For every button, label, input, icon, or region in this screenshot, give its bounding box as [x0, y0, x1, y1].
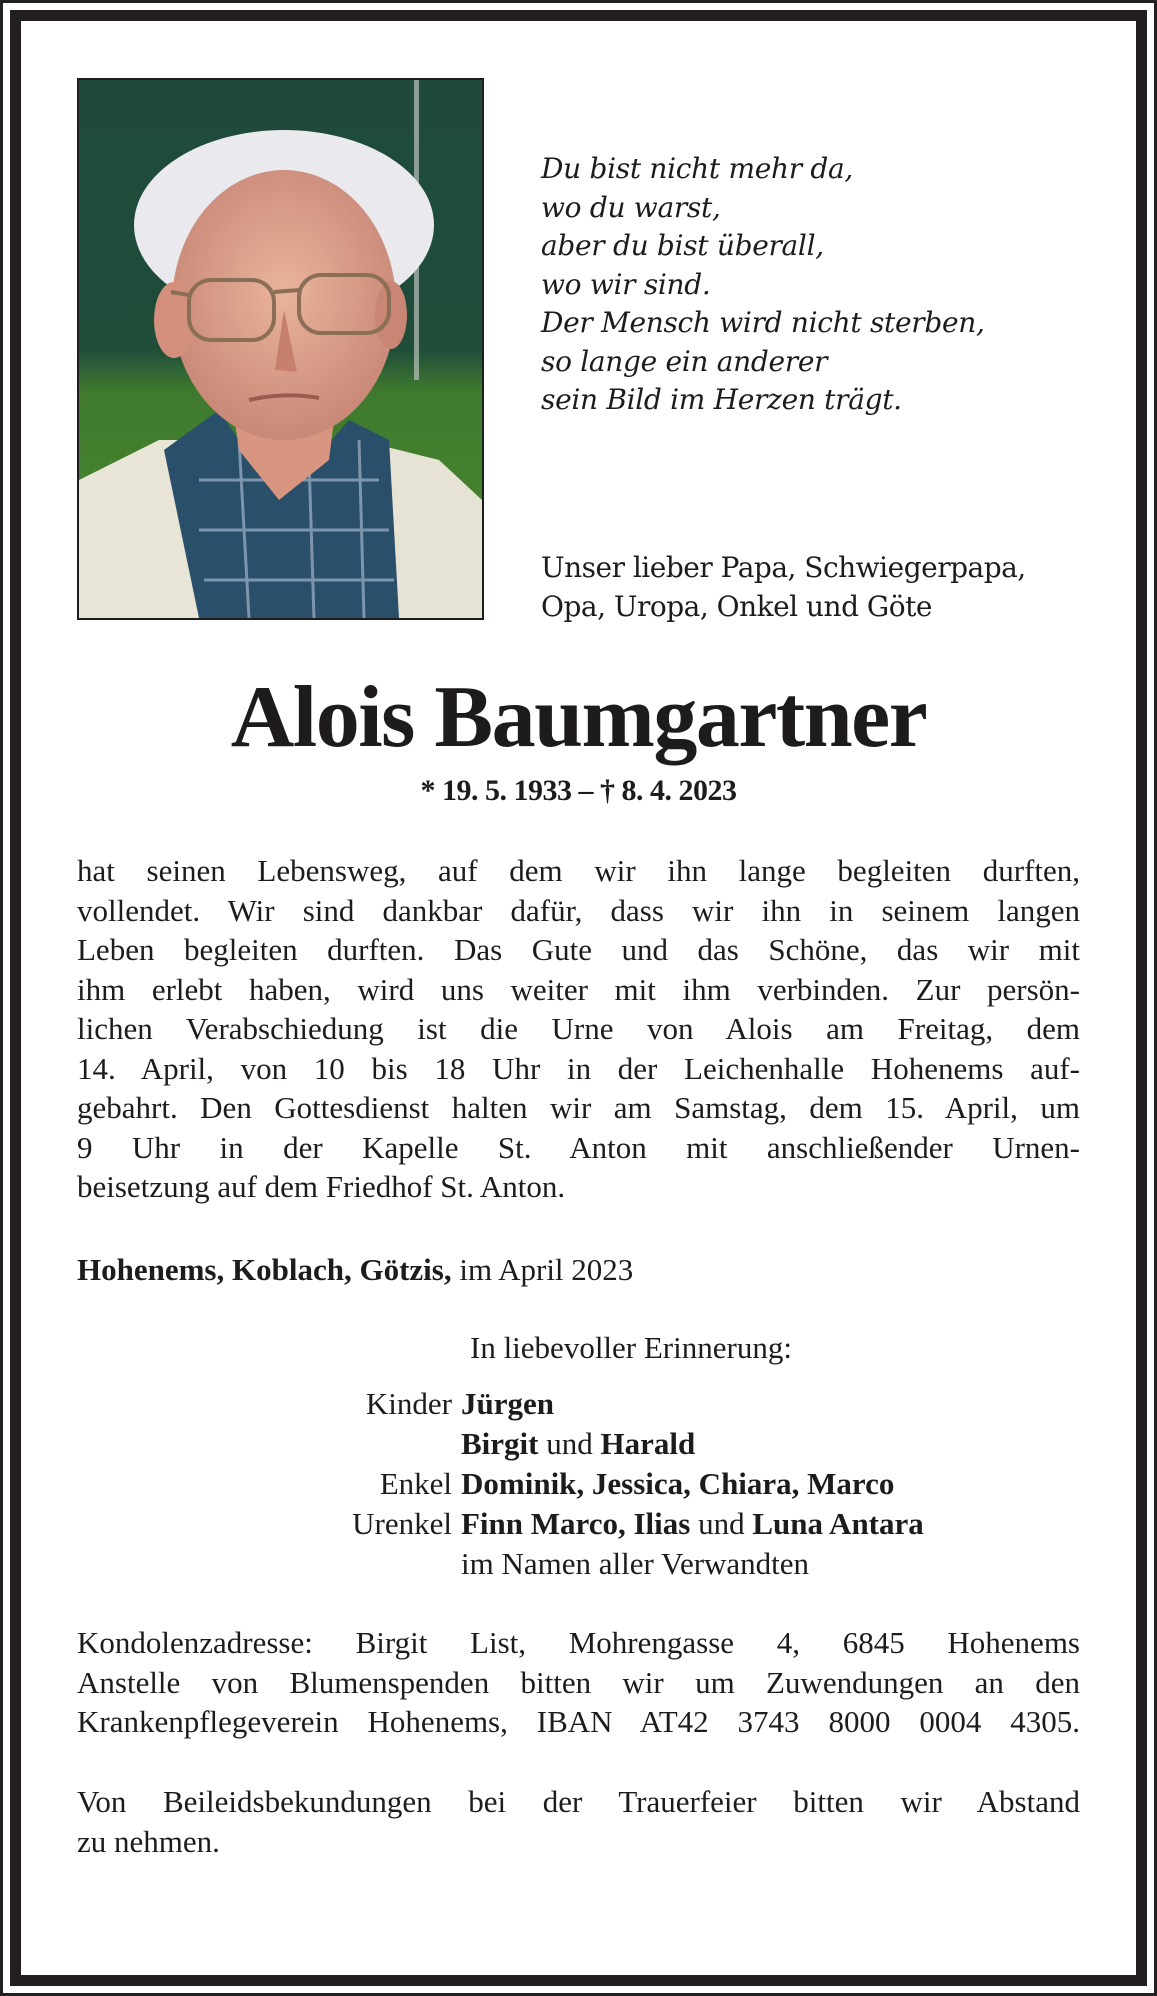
deceased-name: Alois Baumgartner [230, 669, 927, 766]
family-row [77, 1424, 924, 1464]
connector-text: und [690, 1506, 753, 1541]
poem-line: sein Bild im Herzen trägt. [541, 383, 902, 416]
family-member-name: Jürgen [461, 1386, 554, 1421]
family-member-name: Birgit [461, 1426, 539, 1461]
obituary-line: Leben begleiten durften. Das Gute und das Schöne, das wir mit [77, 932, 1080, 967]
obituary-line: 14. April, von 10 bis 18 Uhr in der Leichenhalle Hohenems auf- [77, 1050, 1080, 1086]
relation-label [77, 1544, 461, 1584]
contact-line: Kondolenzadresse: Birgit List, Mohrengasse 4, 6845 Hohenems [77, 1625, 1080, 1660]
condolence-info [77, 1623, 1080, 1742]
relation-label: Urenkel [352, 1506, 452, 1541]
connector-text: im Namen aller Verwandten [461, 1546, 810, 1581]
obituary-line: lichen Verabschiedung ist die Urne von Alois am Freitag, dem [77, 1011, 1080, 1046]
family-names [461, 1544, 809, 1584]
family-names [461, 1464, 894, 1504]
month-year: im April 2023 [451, 1252, 634, 1287]
relation-label [77, 1424, 461, 1464]
obituary-line: ihm erlebt haben, wird uns weiter mit ihm verbinden. Zur persön- [77, 971, 1080, 1007]
poem [541, 150, 985, 420]
portrait-photo [77, 78, 484, 620]
portrait-photo-icon [79, 80, 482, 618]
family-member-name: Finn Marco, Ilias [461, 1506, 691, 1541]
closing-line: Von Beileidsbekundungen bei der Trauerfeier bitten wir Abstand [77, 1784, 1080, 1819]
obituary-line: gebahrt. Den Gottesdienst halten wir am Samstag, dem 15. April, um [77, 1090, 1080, 1125]
family-row [77, 1464, 924, 1504]
connector-text: und [538, 1426, 601, 1461]
poem-line: wo wir sind. [541, 267, 711, 301]
obituary-text [77, 851, 1080, 1207]
obituary-line: beisetzung auf dem Friedhof St. Anton. [77, 1169, 566, 1204]
contact-line: Krankenpflegeverein Hohenems, IBAN AT42 3743 8000 0004 4305. [77, 1704, 1080, 1739]
relation-label: Kinder [365, 1386, 452, 1421]
closing-note [77, 1782, 1080, 1861]
closing-line: zu nehmen. [77, 1823, 220, 1859]
family-names [461, 1424, 695, 1464]
towns: Hohenems, Koblach, Götzis, [77, 1252, 452, 1287]
poem-line: Du bist nicht mehr da, [541, 152, 853, 185]
poem-line: wo du warst, [541, 190, 721, 224]
memory-heading: In liebevoller Erinnerung: [470, 1330, 792, 1365]
intro-line: Opa, Uropa, Onkel und Göte [541, 590, 932, 623]
obituary-line: 9 Uhr in der Kapelle St. Anton mit anschließender Urnen- [77, 1129, 1080, 1165]
life-dates: * 19. 5. 1933 – † 8. 4. 2023 [420, 774, 737, 807]
family-row [77, 1384, 924, 1424]
contact-line: Anstelle von Blumenspenden bitten wir um Zuwendungen an den [77, 1664, 1080, 1700]
poem-line: so lange ein anderer [541, 344, 828, 378]
relation-label: Enkel [379, 1466, 452, 1501]
family-row [77, 1544, 924, 1584]
obituary-line: vollendet. Wir sind dankbar dafür, dass wir ihn in seinem langen [77, 892, 1080, 928]
family-member-name: Harald [600, 1426, 696, 1461]
family-list [77, 1384, 924, 1584]
obituary-line: hat seinen Lebensweg, auf dem wir ihn lange begleiten durften, [77, 853, 1080, 888]
poem-line: aber du bist überall, [541, 229, 824, 262]
place-and-date [77, 1250, 633, 1290]
relationship-intro [541, 548, 1026, 626]
family-member-name: Dominik, Jessica, Chiara, Marco [461, 1466, 895, 1501]
family-names [461, 1504, 924, 1544]
family-member-name: Luna Antara [752, 1506, 924, 1541]
poem-line: Der Mensch wird nicht sterben, [541, 306, 985, 339]
family-names [461, 1384, 554, 1424]
family-row [77, 1504, 924, 1544]
intro-line: Unser lieber Papa, Schwiegerpapa, [541, 551, 1026, 584]
